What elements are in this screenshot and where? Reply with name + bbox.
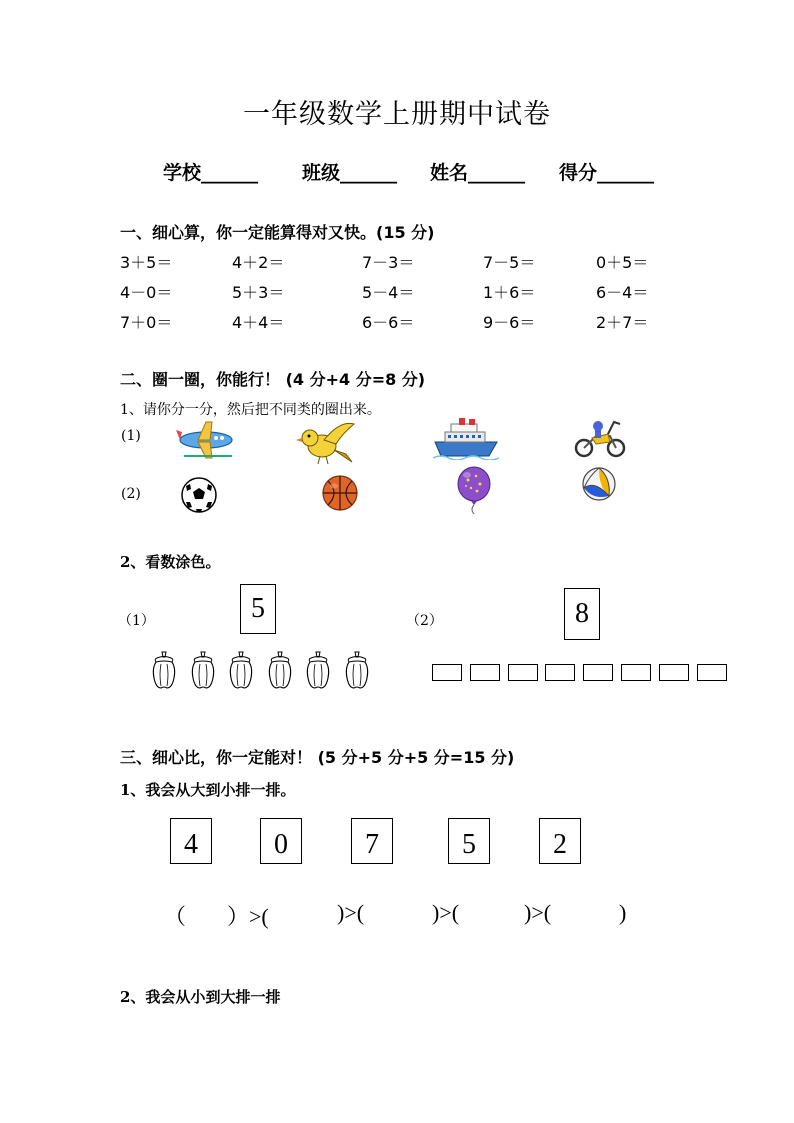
number-box: 7 <box>351 818 393 864</box>
color-square[interactable] <box>432 664 462 681</box>
number-box-8: 8 <box>564 588 600 640</box>
row2-label: (2) <box>121 486 141 502</box>
row1-label: (1) <box>121 428 141 444</box>
color-square[interactable] <box>583 664 613 681</box>
name-field[interactable]: 姓名______ <box>430 162 526 184</box>
equation[interactable]: 7－3＝ <box>362 253 415 272</box>
number-box: 2 <box>539 818 581 864</box>
soccer-ball-icon[interactable] <box>180 476 218 514</box>
part1-label: （1） <box>118 613 155 629</box>
number-box-5: 5 <box>240 584 276 634</box>
airplane-icon[interactable] <box>176 420 236 460</box>
color-square[interactable] <box>545 664 575 681</box>
page-title: 一年级数学上册期中试卷 <box>243 99 551 130</box>
number-box: 0 <box>260 818 302 864</box>
equation[interactable]: 4＋4＝ <box>232 313 285 332</box>
pepper-icon[interactable] <box>150 650 178 690</box>
motorcycle-icon[interactable] <box>574 418 626 458</box>
equation[interactable]: 9－6＝ <box>483 313 536 332</box>
order-blank-segment[interactable]: ) <box>619 900 627 925</box>
color-square[interactable] <box>697 664 727 681</box>
equation[interactable]: 0＋5＝ <box>596 253 649 272</box>
pepper-icon[interactable] <box>266 650 294 690</box>
number-box: 5 <box>448 818 490 864</box>
section2-q1: 1、请你分一分，然后把不同类的圈出来。 <box>120 402 381 418</box>
order-blank-segment[interactable]: ）>( <box>227 904 269 929</box>
equation[interactable]: 7－5＝ <box>483 253 536 272</box>
pepper-icon[interactable] <box>343 650 371 690</box>
pepper-icon[interactable] <box>227 650 255 690</box>
equation[interactable]: 7＋0＝ <box>120 313 173 332</box>
color-square[interactable] <box>470 664 500 681</box>
order-blank-segment[interactable]: )>( <box>432 900 460 925</box>
pepper-icon[interactable] <box>304 650 332 690</box>
bird-icon[interactable] <box>296 420 356 466</box>
number-box: 4 <box>170 818 212 864</box>
equation[interactable]: 3＋5＝ <box>120 253 173 272</box>
equation[interactable]: 4＋2＝ <box>232 253 285 272</box>
class-field[interactable]: 班级______ <box>302 162 398 184</box>
ship-icon[interactable] <box>433 416 499 460</box>
color-square[interactable] <box>621 664 651 681</box>
pepper-icon[interactable] <box>189 650 217 690</box>
equation[interactable]: 4－0＝ <box>120 283 173 302</box>
section3-heading: 三、细心比，你一定能对！ (5 分+5 分+5 分=15 分) <box>120 748 515 767</box>
section3-q1: 1、我会从大到小排一排。 <box>120 781 296 799</box>
equation[interactable]: 6－4＝ <box>596 283 649 302</box>
order-blank-segment[interactable]: )>( <box>524 900 552 925</box>
section3-q2: 2、我会从小到大排一排 <box>120 988 281 1006</box>
equation[interactable]: 1＋6＝ <box>483 283 536 302</box>
basketball-icon[interactable] <box>321 474 359 512</box>
section2-heading: 二、圈一圈，你能行！ (4 分+4 分=8 分) <box>120 370 426 389</box>
color-square[interactable] <box>659 664 689 681</box>
order-blank-segment[interactable]: （ <box>164 904 187 929</box>
part2-label: （2） <box>406 613 443 629</box>
equation[interactable]: 5－4＝ <box>362 283 415 302</box>
score-field[interactable]: 得分______ <box>559 162 655 184</box>
balloon-icon[interactable] <box>456 466 492 514</box>
school-field[interactable]: 学校______ <box>163 162 259 184</box>
color-square[interactable] <box>508 664 538 681</box>
section1-heading: 一、细心算，你一定能算得对又快。(15 分) <box>120 223 435 242</box>
equation[interactable]: 2＋7＝ <box>596 313 649 332</box>
equation[interactable]: 5＋3＝ <box>232 283 285 302</box>
volleyball-icon[interactable] <box>581 466 617 502</box>
section2-q2: 2、看数涂色。 <box>120 553 221 571</box>
equation[interactable]: 6－6＝ <box>362 313 415 332</box>
order-blank-segment[interactable]: )>( <box>337 900 365 925</box>
